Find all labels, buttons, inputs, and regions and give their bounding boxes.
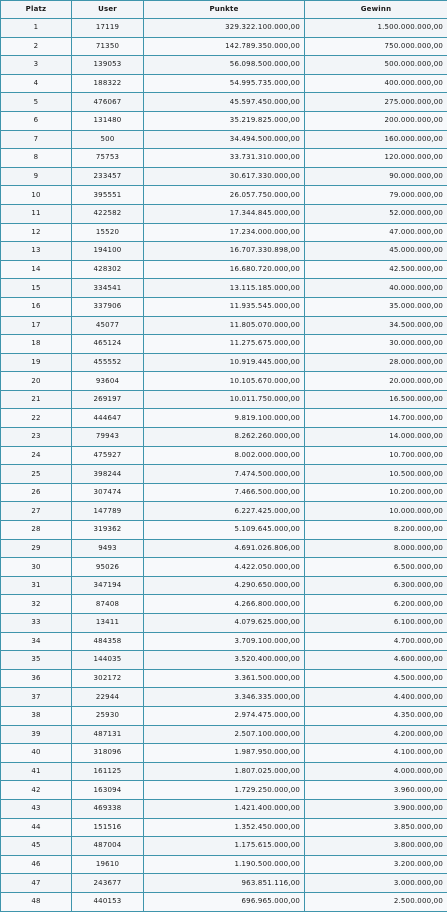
cell-platz: 46 <box>1 855 72 874</box>
table-row <box>1 688 447 707</box>
cell-user: 139053 <box>72 56 144 75</box>
table-row <box>1 632 447 651</box>
table-row <box>1 558 447 577</box>
cell-punkte: 10.919.445.000,00 <box>144 353 305 372</box>
cell-user: 243677 <box>72 874 144 893</box>
cell-punkte: 26.057.750.000,00 <box>144 186 305 205</box>
cell-user: 487004 <box>72 837 144 856</box>
cell-gewinn: 2.500.000,00 <box>305 892 447 911</box>
ranking-table-header <box>1 1 447 19</box>
cell-gewinn: 6.300.000,00 <box>305 576 447 595</box>
table-row <box>1 260 447 279</box>
cell-platz: 20 <box>1 372 72 391</box>
table-row <box>1 186 447 205</box>
cell-gewinn: 8.000.000,00 <box>305 539 447 558</box>
table-row <box>1 223 447 242</box>
cell-punkte: 3.346.335.000,00 <box>144 688 305 707</box>
cell-gewinn: 52.000.000,00 <box>305 204 447 223</box>
table-row <box>1 669 447 688</box>
cell-gewinn: 500.000.000,00 <box>305 56 447 75</box>
cell-gewinn: 14.000.000,00 <box>305 428 447 447</box>
cell-platz: 3 <box>1 56 72 75</box>
cell-user: 131480 <box>72 111 144 130</box>
cell-user: 93604 <box>72 372 144 391</box>
cell-punkte: 11.805.070.000,00 <box>144 316 305 335</box>
cell-platz: 13 <box>1 242 72 261</box>
cell-gewinn: 3.800.000,00 <box>305 837 447 856</box>
cell-punkte: 10.011.750.000,00 <box>144 390 305 409</box>
table-row <box>1 130 447 149</box>
cell-user: 307474 <box>72 483 144 502</box>
cell-platz: 8 <box>1 149 72 168</box>
cell-platz: 14 <box>1 260 72 279</box>
cell-user: 465124 <box>72 335 144 354</box>
table-row <box>1 204 447 223</box>
table-row <box>1 502 447 521</box>
cell-punkte: 1.352.450.000,00 <box>144 818 305 837</box>
table-row <box>1 595 447 614</box>
cell-user: 161125 <box>72 762 144 781</box>
cell-platz: 29 <box>1 539 72 558</box>
cell-user: 79943 <box>72 428 144 447</box>
cell-gewinn: 8.200.000,00 <box>305 521 447 540</box>
cell-punkte: 1.987.950.000,00 <box>144 744 305 763</box>
cell-gewinn: 34.500.000,00 <box>305 316 447 335</box>
cell-platz: 28 <box>1 521 72 540</box>
header-platz: Platz <box>1 1 72 19</box>
cell-punkte: 2.974.475.000,00 <box>144 706 305 725</box>
cell-user: 440153 <box>72 892 144 911</box>
table-row <box>1 892 447 911</box>
cell-platz: 12 <box>1 223 72 242</box>
cell-platz: 22 <box>1 409 72 428</box>
cell-punkte: 4.079.625.000,00 <box>144 614 305 633</box>
ranking-table-body <box>1 19 447 912</box>
cell-platz: 6 <box>1 111 72 130</box>
table-row <box>1 409 447 428</box>
cell-platz: 40 <box>1 744 72 763</box>
cell-platz: 30 <box>1 558 72 577</box>
cell-user: 318096 <box>72 744 144 763</box>
cell-platz: 38 <box>1 706 72 725</box>
cell-platz: 10 <box>1 186 72 205</box>
cell-gewinn: 28.000.000,00 <box>305 353 447 372</box>
cell-platz: 2 <box>1 37 72 56</box>
table-row <box>1 446 447 465</box>
cell-gewinn: 6.200.000,00 <box>305 595 447 614</box>
cell-gewinn: 79.000.000,00 <box>305 186 447 205</box>
cell-gewinn: 4.500.000,00 <box>305 669 447 688</box>
cell-platz: 33 <box>1 614 72 633</box>
cell-punkte: 7.466.500.000,00 <box>144 483 305 502</box>
cell-user: 144035 <box>72 651 144 670</box>
cell-platz: 34 <box>1 632 72 651</box>
cell-punkte: 8.262.260.000,00 <box>144 428 305 447</box>
cell-gewinn: 40.000.000,00 <box>305 279 447 298</box>
cell-platz: 44 <box>1 818 72 837</box>
cell-gewinn: 4.200.000,00 <box>305 725 447 744</box>
cell-punkte: 13.115.185.000,00 <box>144 279 305 298</box>
cell-user: 151516 <box>72 818 144 837</box>
table-row <box>1 242 447 261</box>
cell-user: 45077 <box>72 316 144 335</box>
table-row <box>1 37 447 56</box>
cell-user: 428302 <box>72 260 144 279</box>
cell-gewinn: 10.700.000,00 <box>305 446 447 465</box>
cell-user: 22944 <box>72 688 144 707</box>
cell-punkte: 45.597.450.000,00 <box>144 93 305 112</box>
cell-platz: 16 <box>1 297 72 316</box>
cell-punkte: 4.290.650.000,00 <box>144 576 305 595</box>
table-row <box>1 74 447 93</box>
cell-gewinn: 4.600.000,00 <box>305 651 447 670</box>
cell-punkte: 9.819.100.000,00 <box>144 409 305 428</box>
cell-user: 476067 <box>72 93 144 112</box>
cell-platz: 42 <box>1 781 72 800</box>
cell-punkte: 329.322.100.000,00 <box>144 19 305 38</box>
cell-platz: 24 <box>1 446 72 465</box>
cell-platz: 39 <box>1 725 72 744</box>
cell-platz: 41 <box>1 762 72 781</box>
table-row <box>1 335 447 354</box>
cell-punkte: 8.002.000.000,00 <box>144 446 305 465</box>
cell-user: 87408 <box>72 595 144 614</box>
cell-gewinn: 200.000.000,00 <box>305 111 447 130</box>
cell-gewinn: 4.350.000,00 <box>305 706 447 725</box>
cell-platz: 36 <box>1 669 72 688</box>
cell-gewinn: 400.000.000,00 <box>305 74 447 93</box>
cell-punkte: 1.807.025.000,00 <box>144 762 305 781</box>
cell-gewinn: 1.500.000.000,00 <box>305 19 447 38</box>
cell-platz: 48 <box>1 892 72 911</box>
cell-user: 347194 <box>72 576 144 595</box>
cell-platz: 4 <box>1 74 72 93</box>
cell-platz: 35 <box>1 651 72 670</box>
cell-punkte: 6.227.425.000,00 <box>144 502 305 521</box>
cell-platz: 32 <box>1 595 72 614</box>
cell-platz: 26 <box>1 483 72 502</box>
header-user: User <box>72 1 144 19</box>
cell-user: 334541 <box>72 279 144 298</box>
cell-gewinn: 16.500.000,00 <box>305 390 447 409</box>
cell-gewinn: 35.000.000,00 <box>305 297 447 316</box>
header-row <box>1 1 447 19</box>
cell-user: 71350 <box>72 37 144 56</box>
cell-punkte: 11.275.675.000,00 <box>144 335 305 354</box>
cell-user: 25930 <box>72 706 144 725</box>
cell-punkte: 142.789.350.000,00 <box>144 37 305 56</box>
table-row <box>1 855 447 874</box>
cell-user: 337906 <box>72 297 144 316</box>
table-row <box>1 428 447 447</box>
cell-gewinn: 3.850.000,00 <box>305 818 447 837</box>
cell-punkte: 7.474.500.000,00 <box>144 465 305 484</box>
cell-punkte: 16.680.720.000,00 <box>144 260 305 279</box>
cell-punkte: 3.361.500.000,00 <box>144 669 305 688</box>
cell-user: 469338 <box>72 799 144 818</box>
cell-gewinn: 4.400.000,00 <box>305 688 447 707</box>
cell-platz: 9 <box>1 167 72 186</box>
table-row <box>1 818 447 837</box>
cell-platz: 37 <box>1 688 72 707</box>
cell-punkte: 2.507.100.000,00 <box>144 725 305 744</box>
cell-user: 17119 <box>72 19 144 38</box>
cell-user: 500 <box>72 130 144 149</box>
cell-platz: 1 <box>1 19 72 38</box>
table-row <box>1 874 447 893</box>
table-row <box>1 93 447 112</box>
cell-platz: 43 <box>1 799 72 818</box>
cell-platz: 25 <box>1 465 72 484</box>
cell-gewinn: 3.200.000,00 <box>305 855 447 874</box>
cell-punkte: 56.098.500.000,00 <box>144 56 305 75</box>
cell-punkte: 17.234.000.000,00 <box>144 223 305 242</box>
cell-punkte: 1.421.400.000,00 <box>144 799 305 818</box>
cell-gewinn: 20.000.000,00 <box>305 372 447 391</box>
cell-punkte: 33.731.310.000,00 <box>144 149 305 168</box>
cell-user: 302172 <box>72 669 144 688</box>
table-row <box>1 353 447 372</box>
cell-user: 147789 <box>72 502 144 521</box>
table-row <box>1 651 447 670</box>
cell-punkte: 30.617.330.000,00 <box>144 167 305 186</box>
cell-user: 319362 <box>72 521 144 540</box>
cell-user: 269197 <box>72 390 144 409</box>
cell-punkte: 10.105.670.000,00 <box>144 372 305 391</box>
cell-user: 444647 <box>72 409 144 428</box>
cell-gewinn: 6.100.000,00 <box>305 614 447 633</box>
cell-platz: 11 <box>1 204 72 223</box>
cell-user: 75753 <box>72 149 144 168</box>
cell-user: 422582 <box>72 204 144 223</box>
cell-user: 455552 <box>72 353 144 372</box>
cell-user: 233457 <box>72 167 144 186</box>
cell-user: 163094 <box>72 781 144 800</box>
cell-punkte: 35.219.825.000,00 <box>144 111 305 130</box>
cell-punkte: 1.729.250.000,00 <box>144 781 305 800</box>
cell-gewinn: 160.000.000,00 <box>305 130 447 149</box>
cell-punkte: 5.109.645.000,00 <box>144 521 305 540</box>
table-row <box>1 279 447 298</box>
cell-platz: 45 <box>1 837 72 856</box>
cell-user: 194100 <box>72 242 144 261</box>
table-row <box>1 744 447 763</box>
cell-user: 188322 <box>72 74 144 93</box>
cell-gewinn: 275.000.000,00 <box>305 93 447 112</box>
cell-punkte: 4.266.800.000,00 <box>144 595 305 614</box>
cell-gewinn: 6.500.000,00 <box>305 558 447 577</box>
table-row <box>1 483 447 502</box>
table-row <box>1 167 447 186</box>
table-row <box>1 539 447 558</box>
cell-user: 487131 <box>72 725 144 744</box>
cell-punkte: 696.965.000,00 <box>144 892 305 911</box>
cell-punkte: 17.344.845.000,00 <box>144 204 305 223</box>
cell-platz: 17 <box>1 316 72 335</box>
table-row <box>1 614 447 633</box>
table-row <box>1 762 447 781</box>
cell-user: 19610 <box>72 855 144 874</box>
cell-user: 13411 <box>72 614 144 633</box>
table-row <box>1 781 447 800</box>
cell-platz: 7 <box>1 130 72 149</box>
cell-platz: 31 <box>1 576 72 595</box>
cell-gewinn: 14.700.000,00 <box>305 409 447 428</box>
cell-punkte: 963.851.116,00 <box>144 874 305 893</box>
cell-user: 15520 <box>72 223 144 242</box>
cell-gewinn: 4.700.000,00 <box>305 632 447 651</box>
cell-gewinn: 3.960.000,00 <box>305 781 447 800</box>
cell-user: 395551 <box>72 186 144 205</box>
cell-punkte: 11.935.545.000,00 <box>144 297 305 316</box>
table-row <box>1 19 447 38</box>
cell-gewinn: 4.000.000,00 <box>305 762 447 781</box>
cell-gewinn: 750.000.000,00 <box>305 37 447 56</box>
cell-punkte: 54.995.735.000,00 <box>144 74 305 93</box>
cell-punkte: 3.520.400.000,00 <box>144 651 305 670</box>
cell-platz: 47 <box>1 874 72 893</box>
cell-platz: 21 <box>1 390 72 409</box>
header-gewinn: Gewinn <box>305 1 447 19</box>
cell-gewinn: 42.500.000,00 <box>305 260 447 279</box>
cell-platz: 18 <box>1 335 72 354</box>
cell-user: 95026 <box>72 558 144 577</box>
cell-gewinn: 47.000.000,00 <box>305 223 447 242</box>
cell-gewinn: 10.500.000,00 <box>305 465 447 484</box>
cell-gewinn: 10.000.000,00 <box>305 502 447 521</box>
cell-punkte: 34.494.500.000,00 <box>144 130 305 149</box>
table-row <box>1 837 447 856</box>
cell-gewinn: 45.000.000,00 <box>305 242 447 261</box>
cell-platz: 5 <box>1 93 72 112</box>
cell-gewinn: 120.000.000,00 <box>305 149 447 168</box>
table-row <box>1 725 447 744</box>
table-row <box>1 297 447 316</box>
table-row <box>1 390 447 409</box>
cell-gewinn: 90.000.000,00 <box>305 167 447 186</box>
cell-user: 398244 <box>72 465 144 484</box>
table-row <box>1 521 447 540</box>
cell-gewinn: 3.900.000,00 <box>305 799 447 818</box>
table-row <box>1 372 447 391</box>
cell-gewinn: 30.000.000,00 <box>305 335 447 354</box>
cell-gewinn: 10.200.000,00 <box>305 483 447 502</box>
table-row <box>1 706 447 725</box>
cell-gewinn: 4.100.000,00 <box>305 744 447 763</box>
table-row <box>1 316 447 335</box>
cell-punkte: 1.190.500.000,00 <box>144 855 305 874</box>
cell-platz: 15 <box>1 279 72 298</box>
table-row <box>1 111 447 130</box>
cell-punkte: 4.422.050.000,00 <box>144 558 305 577</box>
cell-punkte: 16.707.330.898,00 <box>144 242 305 261</box>
cell-platz: 23 <box>1 428 72 447</box>
cell-punkte: 1.175.615.000,00 <box>144 837 305 856</box>
table-row <box>1 149 447 168</box>
cell-gewinn: 3.000.000,00 <box>305 874 447 893</box>
header-punkte: Punkte <box>144 1 305 19</box>
table-row <box>1 56 447 75</box>
table-row <box>1 799 447 818</box>
cell-user: 9493 <box>72 539 144 558</box>
cell-punkte: 4.691.026.806,00 <box>144 539 305 558</box>
table-row <box>1 465 447 484</box>
table-row <box>1 576 447 595</box>
cell-punkte: 3.709.100.000,00 <box>144 632 305 651</box>
cell-user: 484358 <box>72 632 144 651</box>
cell-user: 475927 <box>72 446 144 465</box>
cell-platz: 27 <box>1 502 72 521</box>
cell-platz: 19 <box>1 353 72 372</box>
